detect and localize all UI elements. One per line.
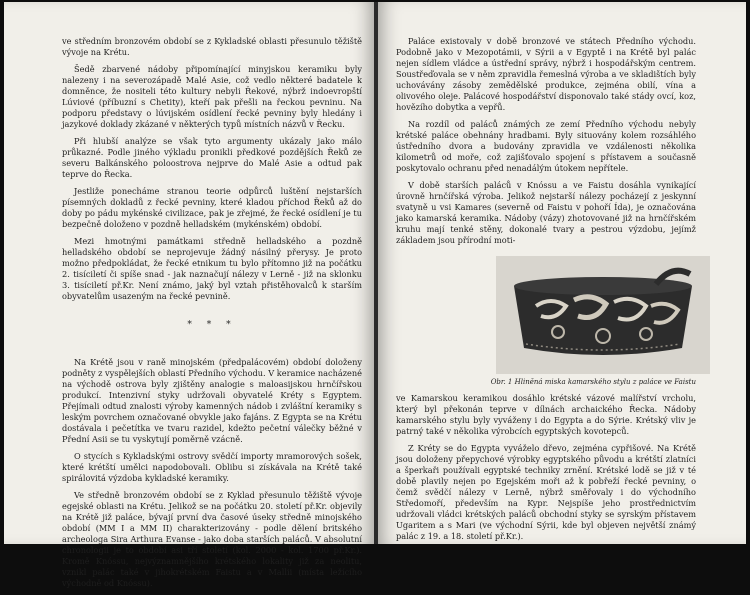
section-separator: * * * xyxy=(187,320,237,330)
paragraph: Na rozdíl od paláců známých ze zemí Předního východu nebyly krétské paláce obehnány hradbami. Byly situovány kolem rozsáhlého ústředního dvora a budovány zpravidla ve vzdálenosti několika kilometrů od moře, což zajišťovalo spojení s přístavem a současně poskytovalo ochranu před nenadálým útokem nepřítele. xyxy=(396,119,696,173)
paragraph: ve středním bronzovém období se z Kykladské oblasti přesunulo těžiště vývoje na Krétu. xyxy=(62,36,362,57)
bowl-illustration xyxy=(496,256,710,374)
paragraph: O stycích s Kykladskými ostrovy svědčí importy mramorových sošek, které krétští umělci napodobovali. Oblibu si získávala na Krétě také spirálovitá výzdoba kykladské keramiky. xyxy=(62,451,362,483)
paragraph: Paláce existovaly v době bronzové ve státech Předního východu. Podobně jako v Mezopotámii, v Sýrii a v Egyptě i na Krétě byl palác nejen sídlem vládce a ústřední správy, nýbrž i hospodářským centrem. Soustřeďovala se v něm zpravidla řemeslná výroba a ve skladištích byly uchovávány zásoby zemědělské produkce, zejména obilí, vína a olivového oleje. Palácové hospodářství disponovalo také stády ovcí, koz, hovězího dobytka a vepřů. xyxy=(396,36,696,112)
book-spread xyxy=(4,2,746,588)
right-page xyxy=(378,2,746,544)
paragraph: Jestliže ponecháme stranou teorie odpůrců luštění nejstarších písemných dokladů z řecké pevniny, které kladou příchod Řeků až do doby po pádu mykénské civilizace, pak je zřejmé, že řecké osídlení je tu bezpečně doloženo v pozdně helladském (mykénském) období. xyxy=(62,186,362,229)
paragraph: Ve středně bronzovém období se z Kyklad přesunulo těžiště vývoje egejské oblasti na Krétu. Jelikož se na počátku 20. století př.Kr. objevily na Krétě již paláce, bývají první dva časové úseky středně minojského období (MM I a MM II) charakterizovány - podle dělení britského archeologa Sira Arthura Evanse - jako doba starších paláců. V absolutní chronologii je to období asi tří století (kol. 2000 - kol. 1700 př.Kr.). Kromě Knóssu, nejvýznamnějšího krétského lokality již za neolitu, vznikl palác také v jihokrétském Faistu a v Mallii (místa ležícího východně od Knóssu). xyxy=(62,490,362,588)
paragraph: ve Kamarskou keramikou dosáhlo krétské vázové malířství vrcholu, který byl překonán teprve v dílnách archaického Řecka. Nádoby kamarského stylu byly vyváženy i do Egypta a do Sýrie. Krétský vliv je patrný také v několika výrobcích egyptských kovotepců. xyxy=(396,393,696,436)
right-text-column xyxy=(396,36,696,548)
paragraph: Při hlubší analýze se však tyto argumenty ukázaly jako málo průkazné. Podle jiného výkladu pronikli předkové pozdějších Řeků ze severu Balkánského poloostrova nejprve do Malé Asie a odtud pak teprve do Řecka. xyxy=(62,136,362,179)
paragraph: Z Kréty se do Egypta vyváželo dřevo, zejména cypřišové. Na Krétě jsou doloženy přepychové výrobky egyptského původu a krétští zlatníci a šperkaři používali egyptské techniky zrnění. Krétské lodě se již v té době plavily nejen po Egejském moři až k pobřeží řecké pevniny, o čemž svědčí nálezy v Lerně, nýbrž směřovaly i do východního Středomoří, především na Kypr. Nejspíše jeho prostřednictvím udržovali vládci krétských paláců obchodní styky se syrským přístavem Ugaritem a s Mari (ve východní Sýrii, kde byl objeven největší známý palác z 19. a 18. století př.Kr.). xyxy=(396,443,696,541)
left-text-column xyxy=(62,36,362,595)
left-page xyxy=(4,2,374,588)
kamares-bowl-photo xyxy=(496,256,710,374)
paragraph: V době starších paláců v Knóssu a ve Faistu dosáhla vynikající úrovně hrnčířská výroba. Jelikož nejstarší nálezy pocházejí z jeskynní svatyně u vsi Kamares (severně od Faistu v pohoří Ída), je označována jako kamarská keramika. Nádoby (vázy) zhotovované již na hrnčířském kruhu mají tenké stěny, dokonalé tvary a pestrou výzdobu, jejímž základem jsou přírodní moti- xyxy=(396,180,696,245)
paragraph: Mezi hmotnými památkami středně helladského a pozdně helladského období se neprojevuje žádný násilný přerysy. Je proto možno předpokládat, že řecké etnikum tu bylo přítomno již na počátku 2. tisíciletí či spíše snad - jak naznačují nálezy v Lerně - již na sklonku 3. tisíciletí př.Kr. Není známo, jaký byl vztah přistěhovalců k starším obyvatelům usazeným na řecké pevnině. xyxy=(62,236,362,301)
paragraph: Na Krétě jsou v raně minojském (předpalácovém) období doloženy podněty z vyspělejších oblastí Předního východu. V keramice nacházené na východě ostrova byly zjištěny analogie s maloasijskou hrnčířskou produkcí. Intenzivní styky udržovali obyvatelé Kréty s Egyptem. Přejímali odtud znalosti výroby kamenných nádob i zvláštní keramiky s leským povrchem označované obvykle jako fajáns. Z Egypta se na Krétu dostávala i pečetítka ve tvaru razidel, kdežto pečetní válečky běžné v Přední Asii se tu vyskytují poměrně vzácně. xyxy=(62,357,362,444)
paragraph: Šedě zbarvené nádoby připomínající minyjskou keramiku byly nalezeny i na severozápadě Malé Asie, což vedlo některé badatele k domněnce, že nositeli této kultury nebyli Řekové, nýbrž indoevropští Lúviové (příbuzní s Chetity), kteří pak přešli na řeckou pevninu. Na podporu představy o lúvijském osídlení řecké pevniny byly hledány i jazykové doklady zkázané v některých typů místních názvů v Řecku. xyxy=(62,64,362,129)
figure-caption: Obr. 1 Hliněná miska kamarského stylu z paláce ve Faistu xyxy=(490,378,696,386)
